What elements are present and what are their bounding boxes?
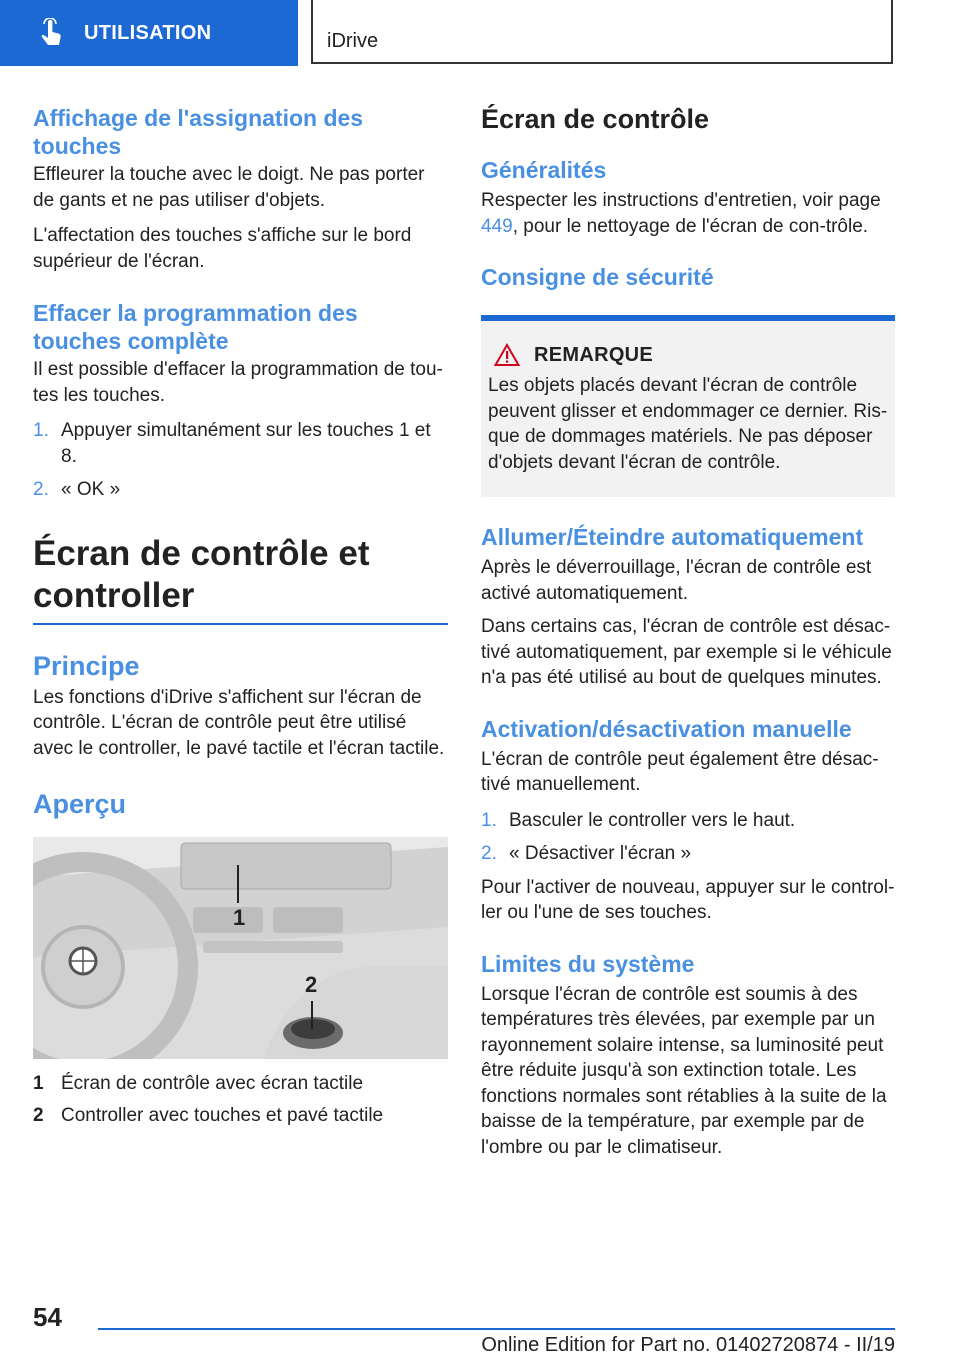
touch-hand-icon	[36, 18, 66, 48]
step-text: « OK »	[61, 479, 121, 500]
heading-limits: Limites du système	[481, 950, 695, 977]
paragraph-auto-2: Dans certains cas, l'écran de contrôle est désac-tivé automatiquement, par exemple si le véhicule n'a pas été utilisé au bout de quelques minutes.	[481, 616, 892, 688]
heading-assignment: Affichage de l'assignation des touches	[33, 105, 364, 159]
main-heading-block	[33, 533, 448, 625]
heading-principe: Principe	[33, 650, 140, 681]
warning-text: Les objets placés devant l'écran de contrôle peuvent glisser et endommager ce dernier. Ris-que de dommages matériels. Ne pas déposer d'objets devant l'écran de contrôle.	[488, 375, 888, 473]
cockpit-illustration	[33, 837, 448, 1059]
step-text: Basculer le controller vers le haut.	[509, 809, 796, 831]
callout-2: 2	[305, 972, 318, 997]
page-number: 54	[33, 1302, 62, 1332]
caption-text: Controller avec touches et pavé tactile	[61, 1104, 384, 1126]
text-part: Respecter les instructions d'entretien, voir page	[481, 190, 881, 211]
paragraph-clear: Il est possible d'effacer la programmation de tou-tes les touches.	[33, 359, 443, 406]
chapter-box	[311, 0, 893, 64]
step-number: 1.	[33, 420, 49, 441]
section-tab	[0, 0, 298, 66]
text-part: , pour le nettoyage de l'écran de con-trôle.	[512, 215, 869, 237]
step-text: Appuyer simultanément sur les touches 1 et 8.	[61, 420, 431, 467]
heading-generalites: Généralités	[481, 157, 607, 183]
heading-manual: Activation/désactivation manuelle	[481, 715, 852, 742]
paragraph-limits: Lorsque l'écran de contrôle est soumis à des températures très élevées, par exemple par un rayonnement solaire intense, sa luminosité peut être réduite jusqu'à son extinction totale. Les fonctions normales sont rétablies à la suite de la baisse de la température, par exemple par de l'ombre ou par le climatiseur.	[481, 983, 887, 1158]
warning-header	[494, 343, 888, 367]
paragraph-assignment-2: L'affectation des touches s'affiche sur le bord supérieur de l'écran.	[33, 225, 412, 272]
step-number: 1.	[481, 809, 497, 831]
heading-consigne: Consigne de sécurité	[481, 264, 714, 290]
paragraph-auto-1: Après le déverrouillage, l'écran de contrôle est activé automatiquement.	[481, 557, 872, 604]
step-number: 2.	[33, 479, 49, 500]
list-item	[33, 477, 448, 503]
heading-ecran: Écran de contrôle	[481, 104, 710, 134]
warning-title: REMARQUE	[534, 343, 654, 366]
section-title: UTILISATION	[84, 21, 212, 44]
paragraph-principe: Les fonctions d'iDrive s'affichent sur l'écran de contrôle. L'écran de contrôle peut être utilisé avec le controller, le pavé tactile et l'écran tactile.	[33, 686, 445, 759]
caption-text: Écran de contrôle avec écran tactile	[61, 1073, 364, 1094]
warning-triangle-icon	[494, 343, 520, 367]
chapter-title: iDrive	[327, 30, 379, 52]
heading-clear-programming: Effacer la programmation des touches complète	[33, 300, 358, 354]
paragraph-manual-2: Pour l'activer de nouveau, appuyer sur le control-ler ou l'une de ses touches.	[481, 876, 895, 923]
caption-number: 1	[33, 1073, 44, 1094]
step-number: 2.	[481, 843, 497, 864]
page-link[interactable]: 449	[481, 215, 513, 237]
paragraph-generalites	[481, 188, 895, 239]
captions	[33, 1071, 448, 1128]
footer-edition: Online Edition for Part no. 01402720874 - II/19	[481, 1334, 895, 1356]
warning-box	[481, 315, 895, 497]
list-item	[33, 418, 448, 469]
footer-rule	[98, 1328, 895, 1330]
heading-apercu: Aperçu	[33, 789, 127, 819]
left-column	[33, 100, 448, 1128]
list-item	[481, 841, 895, 867]
list-item	[481, 808, 895, 834]
caption-item	[33, 1103, 448, 1129]
right-column	[481, 100, 895, 1160]
caption-number: 2	[33, 1104, 44, 1126]
heading-auto: Allumer/Éteindre automatiquement	[481, 524, 864, 550]
main-heading: Écran de contrôle et controller	[33, 533, 370, 615]
callout-1: 1	[233, 905, 246, 930]
paragraph-assignment-1: Effleurer la touche avec le doigt. Ne pas porter de gants et ne pas utiliser d'objets.	[33, 164, 425, 211]
step-text: « Désactiver l'écran »	[509, 843, 692, 864]
paragraph-manual: L'écran de contrôle peut également être désac-tivé manuellement.	[481, 748, 879, 795]
manual-steps-list	[481, 808, 895, 867]
clear-steps-list	[33, 418, 448, 503]
caption-item	[33, 1071, 448, 1097]
